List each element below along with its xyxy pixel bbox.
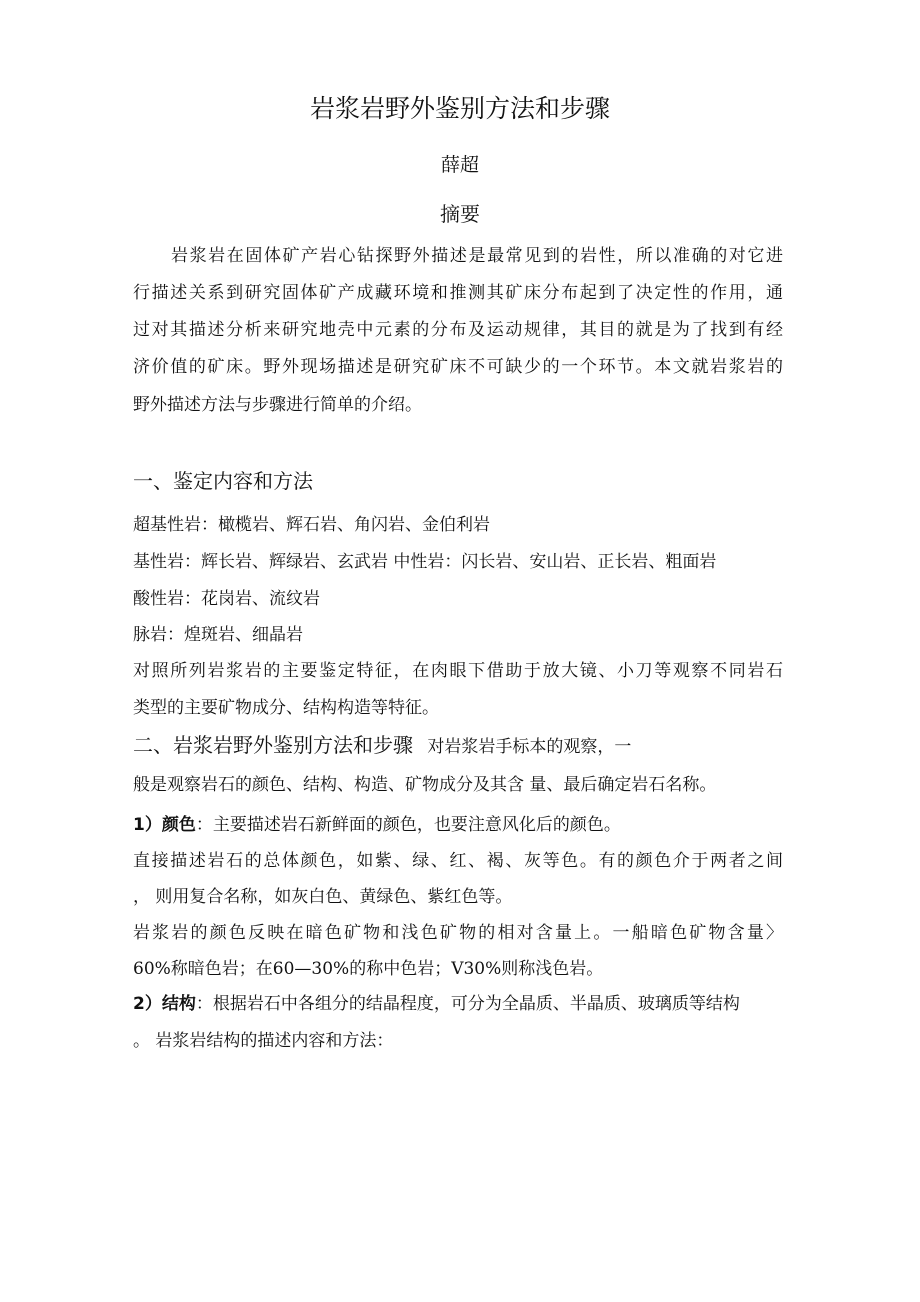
rock-type-line: 基性岩：辉长岩、辉绿岩、玄武岩 中性岩：闪长岩、安山岩、正长岩、粗面岩	[133, 552, 717, 572]
list-item-number: 2）	[133, 994, 162, 1014]
abstract-line: 岩浆岩在固体矿产岩心钻探野外描述是最常见到的岩性，所以准确的对它进	[171, 246, 783, 266]
rock-type-line: 超基性岩：橄榄岩、辉石岩、角闪岩、金伯利岩	[133, 515, 490, 535]
author-name: 薛超	[440, 154, 479, 176]
body-line: 直接描述岩石的总体颜色，如紫、绿、红、褐、灰等色。有的颜色介于两者之间	[133, 851, 783, 871]
section-heading-2-text: 二、岩浆岩野外鉴别方法和步骤	[133, 733, 413, 757]
list-item-label: 结构	[161, 994, 196, 1014]
body-line: 60%称暗色岩；在60—30%的称中色岩；V30%则称浅色岩。	[133, 959, 604, 979]
list-item-structure	[133, 991, 740, 1017]
list-item-text: ：主要描述岩石新鲜面的颜色，也要注意风化后的颜色。	[195, 815, 621, 835]
document-title: 岩浆岩野外鉴别方法和步骤	[309, 94, 610, 123]
rock-type-line: 脉岩：煌斑岩、细晶岩	[133, 625, 303, 645]
rock-type-line: 酸性岩：花岗岩、流纹岩	[133, 589, 320, 609]
section-heading-2-trailing: 对岩浆岩手标本的观察，一	[427, 737, 632, 757]
abstract-line: 野外描述方法与步骤进行简单的介绍。	[133, 395, 422, 415]
list-item-label: 颜色	[161, 815, 196, 835]
body-line: 对照所列岩浆岩的主要鉴定特征，在肉眼下借助于放大镜、小刀等观察不同岩石	[133, 661, 783, 681]
abstract-line: 济价值的矿床。野外现场描述是研究矿床不可缺少的一个环节。本文就岩浆岩的	[133, 357, 783, 377]
section-heading-1: 一、鉴定内容和方法	[133, 469, 313, 493]
body-line: 般是观察岩石的颜色、结构、构造、矿物成分及其含 量、最后确定岩石名称。	[133, 775, 717, 795]
body-line: 类型的主要矿物成分、结构构造等特征。	[133, 698, 439, 718]
list-item-text: ：根据岩石中各组分的结晶程度，可分为全晶质、半晶质、玻璃质等结构	[195, 994, 740, 1014]
abstract-heading: 摘要	[440, 202, 480, 226]
abstract-line: 过对其描述分析来研究地壳中元素的分布及运动规律，其目的就是为了找到有经	[133, 320, 783, 340]
list-item-color	[133, 812, 621, 838]
list-item-number: 1）	[133, 815, 162, 835]
body-line: 。 岩浆岩结构的描述内容和方法：	[133, 1031, 394, 1051]
abstract-line: 行描述关系到研究固体矿产成藏环境和推测其矿床分布起到了决定性的作用，通	[133, 283, 783, 303]
body-line: ， 则用复合名称，如灰白色、黄绿色、紫红色等。	[133, 887, 513, 907]
section-heading-2	[133, 731, 631, 761]
body-line: 岩浆岩的颜色反映在暗色矿物和浅色矿物的相对含量上。一船暗色矿物含量〉	[133, 923, 783, 943]
